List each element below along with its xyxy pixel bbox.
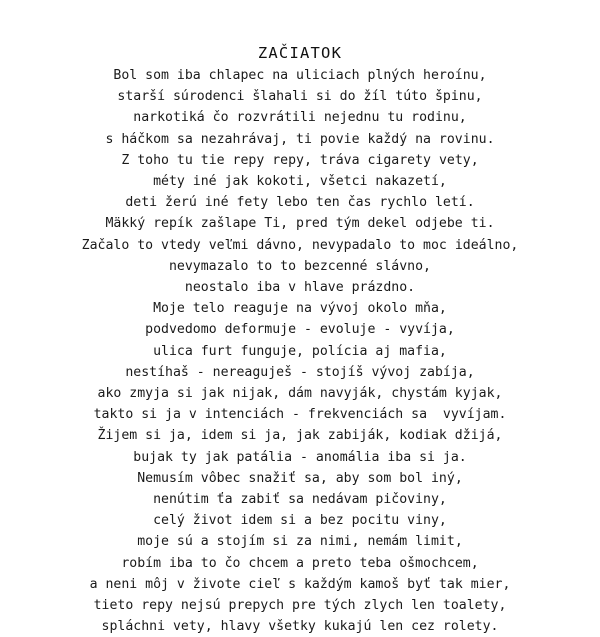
poem-body bbox=[18, 65, 582, 637]
poem-line: Začalo to vtedy veľmi dávno, nevypadalo to moc ideálno, bbox=[81, 237, 519, 253]
stanza bbox=[18, 65, 582, 150]
stanza bbox=[18, 298, 582, 468]
poem-line: starší súrodenci šlahali si do žíl túto špinu, bbox=[117, 89, 483, 105]
poem-line: nestíhaš - nereaguješ - stojíš vývoj zabíja, bbox=[125, 364, 475, 380]
poem-line: tieto repy nejsú prepych pre tých zlych len toalety, bbox=[93, 598, 507, 614]
poem-line: nenútim ťa zabiť sa nedávam pičoviny, bbox=[153, 492, 447, 508]
poem-line: spláchni vety, hlavy všetky kukajú len cez rolety. bbox=[101, 619, 499, 635]
stanza bbox=[18, 150, 582, 214]
poem-line: ako zmyja si jak nijak, dám navyják, chystám kyjak, bbox=[97, 386, 503, 402]
stanza bbox=[18, 468, 582, 637]
poem-line: takto si ja v intenciách - frekvenciách sa vyvíjam. bbox=[93, 407, 507, 423]
poem-line: neostalo iba v hlave prázdno. bbox=[184, 280, 416, 296]
poem-line: Nemusím vôbec snažiť sa, aby som bol iný, bbox=[137, 470, 463, 486]
poem-line: deti žerú iné fety lebo ten čas rychlo letí. bbox=[125, 195, 475, 211]
poem-line: s háčkom sa nezahrávaj, ti povie každý na rovinu. bbox=[105, 131, 495, 147]
stanza bbox=[18, 213, 582, 298]
poem-line: ulica furt funguje, polícia aj mafia, bbox=[153, 343, 447, 359]
poem-line: nevymazalo to to bezcenné slávno, bbox=[168, 258, 431, 274]
poem-line: narkotiká čo rozvrátili nejednu tu rodinu, bbox=[133, 110, 467, 126]
poem-line: méty iné jak kokoti, všetci nakazetí, bbox=[153, 174, 447, 190]
poem-line: celý život idem si a bez pocitu viny, bbox=[153, 513, 447, 529]
poem-line: robím iba to čo chcem a preto teba ošmochcem, bbox=[121, 555, 479, 571]
poem-line: bujak ty jak patália - anomália iba si ja. bbox=[133, 449, 467, 465]
poem-line: a neni môj v živote cieľ s každým kamoš byť tak mier, bbox=[89, 576, 511, 592]
page-title: ZAČIATOK bbox=[257, 44, 343, 62]
poem-line: Moje telo reaguje na vývoj okolo mňa, bbox=[153, 301, 447, 317]
poem-line: podvedomo deformuje - evoluje - vyvíja, bbox=[145, 322, 455, 338]
poem-line: Mäkký repík zašlape Ti, pred tým dekel odjebe ti. bbox=[105, 216, 495, 232]
poem-line: Z toho tu tie repy repy, tráva cigarety vety, bbox=[121, 152, 479, 168]
poem-line: Žijem si ja, idem si ja, jak zabiják, kodiak džijá, bbox=[97, 428, 503, 444]
poem-line: moje sú a stojím si za nimi, nemám limit, bbox=[137, 534, 463, 550]
poem-line: Bol som iba chlapec na uliciach plných heroínu, bbox=[113, 68, 487, 83]
